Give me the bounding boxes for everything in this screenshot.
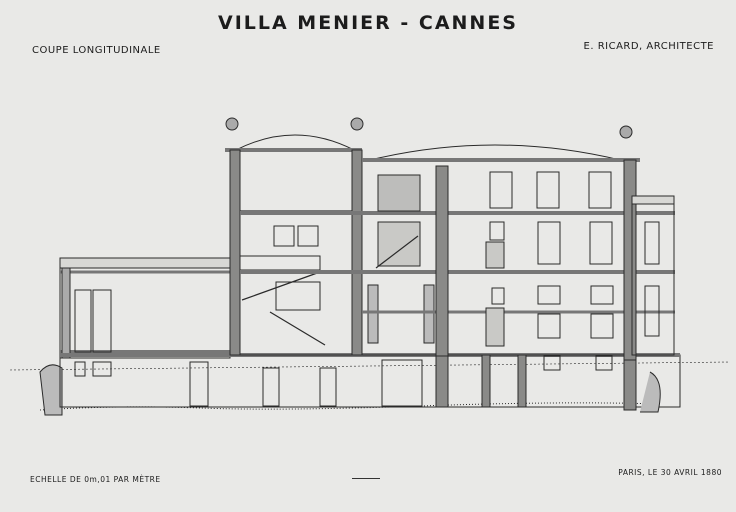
window	[537, 172, 559, 208]
window	[590, 222, 612, 264]
window	[596, 356, 612, 370]
window	[75, 290, 91, 352]
window	[538, 314, 560, 338]
dome-left	[236, 135, 354, 150]
window	[544, 356, 560, 370]
window	[538, 286, 560, 304]
window	[492, 288, 504, 304]
scale-label: ECHELLE DE 0m,01 PAR MÈTRE	[30, 475, 161, 484]
window	[589, 172, 611, 208]
section-type-label: COUPE LONGITUDINALE	[32, 45, 161, 56]
foundation-line	[40, 403, 660, 410]
ground-storey	[60, 355, 680, 407]
center-rule	[352, 478, 380, 479]
right-block	[240, 126, 675, 412]
plate-title: VILLA MENIER - CANNES	[217, 12, 518, 34]
architect-label: E. RICARD, ARCHITECTE	[583, 41, 714, 52]
ground-line	[10, 362, 730, 370]
left-wing	[40, 258, 230, 415]
window	[591, 314, 613, 338]
window	[591, 286, 613, 304]
stair-window	[378, 175, 420, 211]
window	[490, 172, 512, 208]
window	[490, 222, 504, 240]
date-label: PARIS, LE 30 AVRIL 1880	[618, 468, 722, 477]
window	[93, 290, 111, 352]
window	[645, 222, 659, 264]
dome-right	[370, 145, 620, 160]
window	[538, 222, 560, 264]
